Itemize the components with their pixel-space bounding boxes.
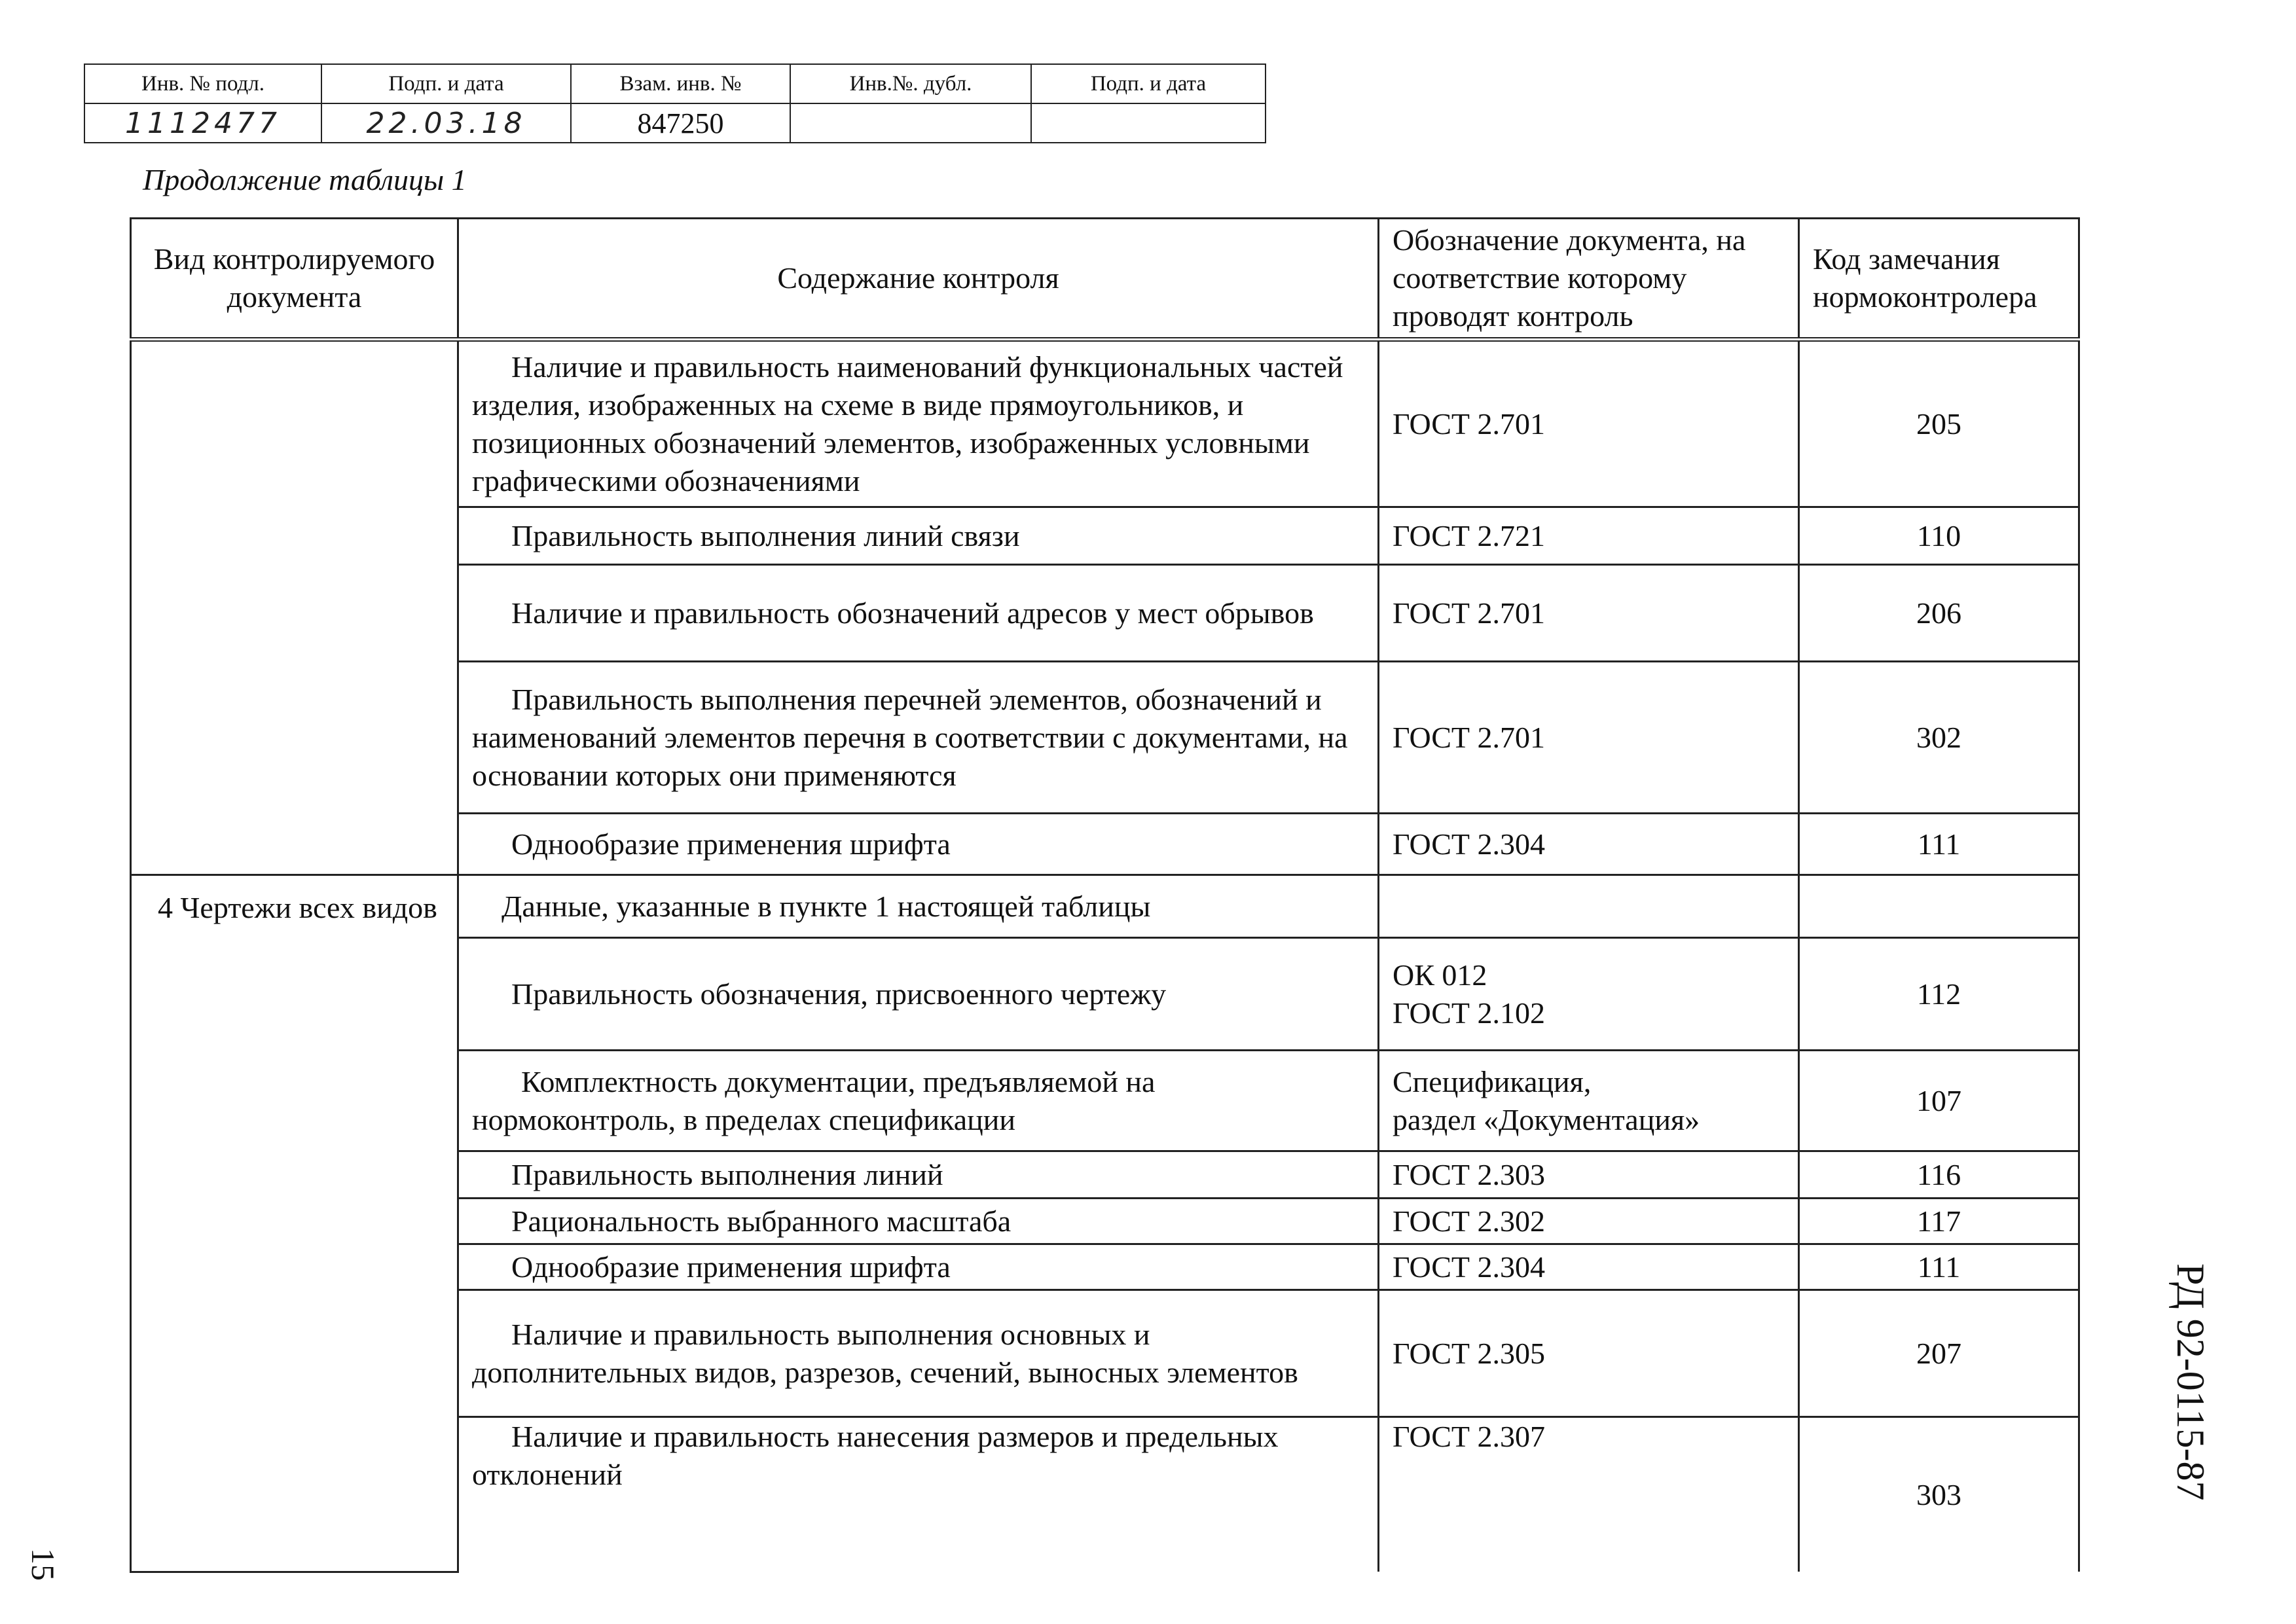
row-content: Правильность выполнения линий [511,1157,943,1191]
stamp-value-inv-orig: 1112477 [84,103,321,143]
row-standard: ГОСТ 2.701 [1379,662,1799,814]
row-code: 206 [1799,565,2079,662]
control-table [130,217,2080,1573]
row-code: 112 [1799,938,2079,1051]
section-drawings: 4 Чертежи всех видов [131,875,458,1572]
row-content: Данные, указанные в пункте 1 настоящей таблицы [501,889,1151,923]
document-id: РД 92-0115-87 [2169,1263,2212,1501]
header-document-type: Вид контролируемого документа [131,219,458,340]
table-row [131,875,2079,938]
header-remark-code: Код замечания нормоконтролера [1799,219,2079,340]
row-standard: ГОСТ 2.721 [1379,507,1799,565]
row-content: Наличие и правильность выполнения основных и дополнительных видов, разрезов, сечений, выносных элементов [472,1317,1298,1389]
row-standard: ГОСТ 2.701 [1379,565,1799,662]
row-content: Наличие и правильность обозначений адресов у мест обрывов [511,596,1314,630]
row-content: Однообразие применения шрифта [511,827,951,861]
row-standard: ГОСТ 2.303 [1379,1151,1799,1199]
row-standard: ГОСТ 2.305 [1379,1290,1799,1417]
row-standard: ГОСТ 2.701 [1379,340,1799,507]
row-standard: ГОСТ 2.304 [1379,814,1799,875]
stamp-header-inv-orig: Инв. № подл. [84,64,321,103]
stamp-header-sign-date-2: Подп. и дата [1031,64,1266,103]
header-standard: Обозначение документа, на соответствие которому проводят контроль [1379,219,1799,340]
row-content: Правильность выполнения линий связи [511,518,1020,552]
row-code: 111 [1799,814,2079,875]
row-content: Рациональность выбранного масштаба [511,1204,1011,1238]
row-code: 117 [1799,1199,2079,1244]
row-standard: Спецификация, раздел «Документация» [1379,1051,1799,1151]
row-standard [1379,875,1799,938]
stamp-header-inv-dup: Инв.№. дубл. [790,64,1031,103]
approval-stamp-table [84,63,1266,143]
stamp-value-sign-date-2 [1031,103,1266,143]
page-number: 15 [25,1548,62,1581]
stamp-header-replaced-inv: Взам. инв. № [571,64,790,103]
row-code: 205 [1799,340,2079,507]
table-caption: Продолжение таблицы 1 [143,163,467,196]
row-code: 107 [1799,1051,2079,1151]
stamp-header-sign-date: Подп. и дата [321,64,571,103]
row-content: Правильность обозначения, присвоенного чертежу [511,977,1167,1011]
row-content: Наличие и правильность нанесения размеров и предельных отклонений [472,1420,1279,1491]
row-code: 302 [1799,662,2079,814]
table-row [131,340,2079,507]
row-code [1799,875,2079,938]
row-code: 207 [1799,1290,2079,1417]
row-content: Наличие и правильность наименований функциональных частей изделия, изображенных на схеме в виде прямоугольников, и позиционных обозначений элементов, изображенных условными графическими обозначениями [472,350,1343,497]
stamp-value-inv-dup [790,103,1031,143]
row-code: 110 [1799,507,2079,565]
section-cell-empty [131,340,458,875]
header-control-content: Содержание контроля [458,219,1379,340]
row-content: Правильность выполнения перечней элементов, обозначений и наименований элементов перечня в соответствии с документами, на основании которых они применяются [472,682,1348,792]
stamp-value-replaced-inv: 847250 [571,103,790,143]
row-code: 303 [1799,1417,2079,1572]
row-content: Однообразие применения шрифта [511,1250,951,1284]
row-standard: ОК 012 ГОСТ 2.102 [1379,938,1799,1051]
stamp-value-sign-date: 22.03.18 [321,103,571,143]
row-standard: ГОСТ 2.307 [1379,1417,1799,1572]
row-standard: ГОСТ 2.302 [1379,1199,1799,1244]
row-code: 116 [1799,1151,2079,1199]
row-standard: ГОСТ 2.304 [1379,1244,1799,1290]
row-content: Комплектность документации, предъявляемой на нормоконтроль, в пределах спецификации [472,1064,1156,1136]
row-code: 111 [1799,1244,2079,1290]
